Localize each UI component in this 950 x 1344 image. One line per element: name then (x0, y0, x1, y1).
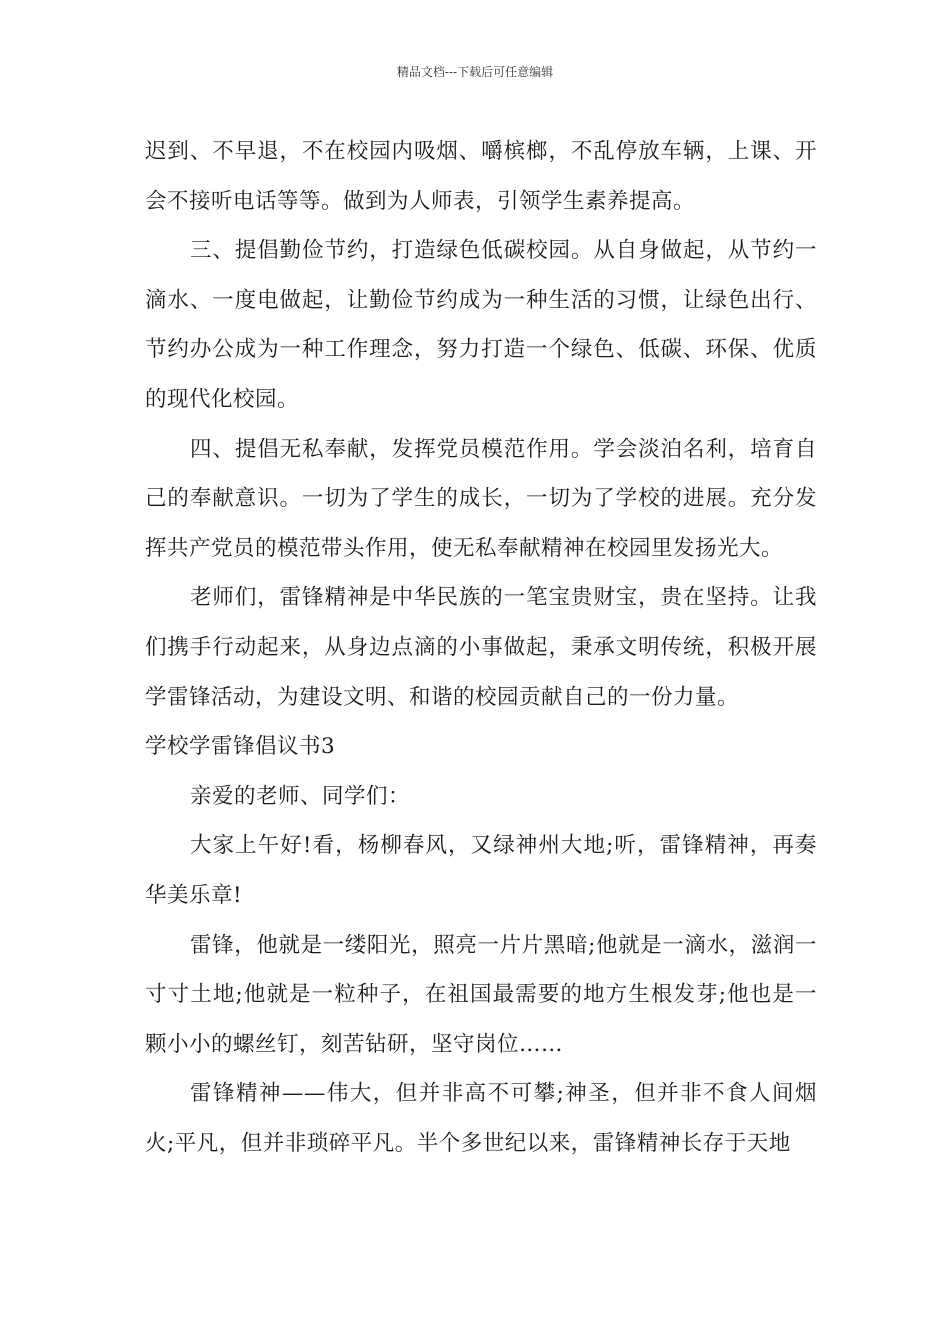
paragraph-leifeng-spirit: 雷锋精神——伟大，但并非高不可攀;神圣，但并非不食人间烟火;平凡，但并非琐碎平凡。半个多世纪以来，雷锋精神长存于天地 (145, 1081, 817, 1156)
page-header: 精品文档---下载后可任意编辑 (396, 65, 554, 79)
document-body (145, 127, 817, 1168)
paragraph-closing: 老师们，雷锋精神是中华民族的一笔宝贵财宝，贵在坚持。让我们携手行动起来，从身边点滴的小事做起，秉承文明传统，积极开展学雷锋活动，为建设文明、和谐的校园贡献自己的一份力量。 (145, 585, 817, 710)
paragraph-salutation: 亲爱的老师、同学们： (190, 783, 411, 809)
paragraph-point-four: 四、提倡无私奉献，发挥党员模范作用。学会淡泊名利，培育自己的奉献意识。一切为了学生的成长，一切为了学校的进展。充分发挥共产党员的模范带头作用，使无私奉献精神在校园里发扬光大。 (145, 436, 817, 561)
paragraph-leifeng-description: 雷锋，他就是一缕阳光，照亮一片片黑暗;他就是一滴水，滋润一寸寸土地;他就是一粒种子，在祖国最需要的地方生根发芽;他也是一颗小小的螺丝钉，刻苦钻研，坚守岗位…… (145, 932, 817, 1057)
section-title: 学校学雷锋倡议书3 (145, 734, 336, 760)
paragraph-point-three: 三、提倡勤俭节约，打造绿色低碳校园。从自身做起，从节约一滴水、一度电做起，让勤俭节约成为一种生活的习惯，让绿色出行、节约办公成为一种工作理念，努力打造一个绿色、低碳、环保、优质的现代化校园。 (145, 238, 817, 412)
paragraph-greeting: 大家上午好!看，杨柳春风，又绿神州大地;听，雷锋精神，再奏华美乐章! (145, 833, 817, 908)
paragraph-continuation: 迟到、不早退，不在校园内吸烟、嚼槟榔，不乱停放车辆，上课、开会不接听电话等等。做到为人师表，引领学生素养提高。 (145, 139, 817, 214)
